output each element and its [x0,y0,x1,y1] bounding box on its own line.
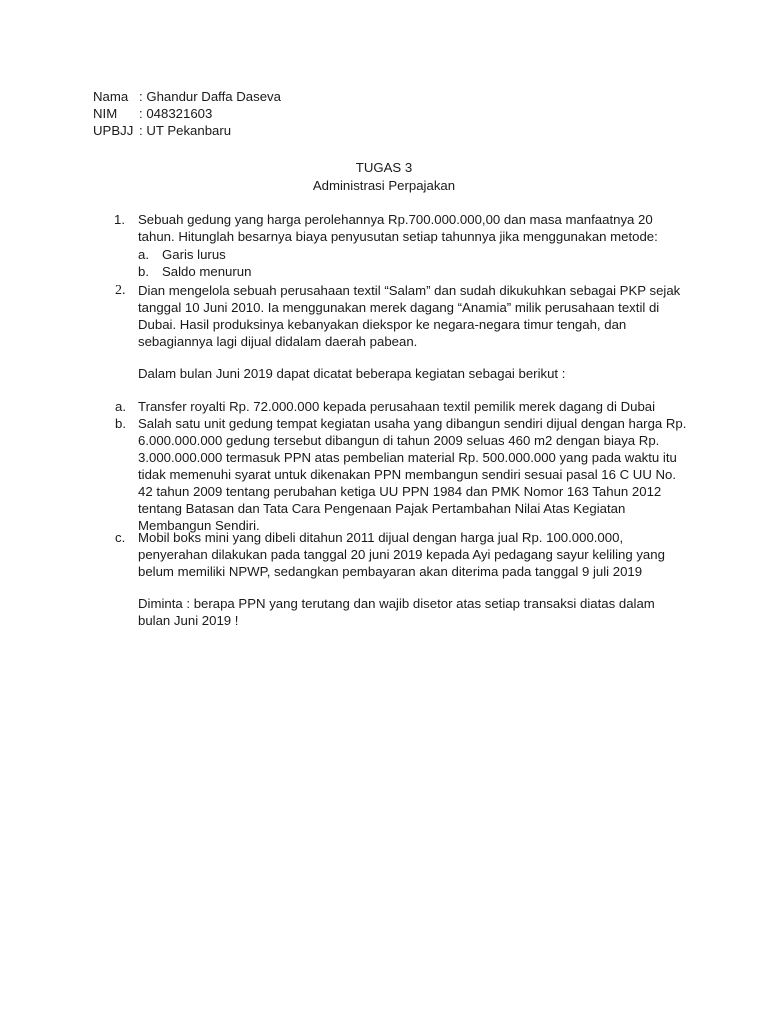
activity-line: 3.000.000.000 termasuk PPN atas pembelian material Rp. 500.000.000 yang pada waktu itu [138,450,677,465]
q1-line: tahun. Hitunglah besarnya biaya penyusutan setiap tahunnya jika menggunakan metode: [138,229,658,244]
activity-a-text [138,398,678,415]
activity-line: tidak memenuhi syarat untuk dikenakan PPN membangun sendiri sesuai pasal 16 C UU No. [138,467,677,482]
activity-line: Membangun Sendiri. [138,518,260,533]
upbjj-label: UPBJJ [93,123,134,138]
q2-intro-line: Dalam bulan Juni 2019 dapat dicatat beberapa kegiatan sebagai berikut : [138,366,566,381]
q1-option-letter: a. [138,247,149,262]
q2-line: tanggal 10 Juni 2010. Ia menggunakan merek dagang “Anamia” milik perusahaan textil di [138,300,660,315]
title-line-1: TUGAS 3 [355,160,413,175]
activity-line: tentang Batasan dan Tata Cara Pengenaan Pajak Pertambahan Nilai Atas Kegiatan [138,501,626,516]
activity-line: 42 tahun 2009 tentang perubahan ketiga UU PPN 1984 dan PMK Nomor 163 Tahun 2012 [138,484,662,499]
activity-line: belum memiliki NPWP, sedangkan pembayaran akan diterima pada tanggal 9 juli 2019 [138,564,643,579]
activity-b-text [138,415,687,534]
activity-letter: c. [115,530,126,545]
q1-option-text: Garis lurus [162,247,226,262]
q2-line: Dubai. Hasil produksinya kebanyakan diekspor ke negara-negara timur tengah, dan [138,317,627,332]
q1-number: 1. [114,212,125,227]
q1-option-text: Saldo menurun [162,264,252,279]
nama-label: Nama [93,89,129,104]
q2-number: 2. [115,283,126,298]
activity-line: penyerahan dilakukan pada tanggal 20 juni 2019 kepada Ayi pedagang sayur keliling yang [138,547,665,562]
header-nim-row [93,105,212,122]
diminta-line: bulan Juni 2019 ! [138,613,239,628]
activity-c-text [138,529,678,580]
activity-letter: b. [115,416,126,431]
nim-value: : 048321603 [139,106,213,121]
q2-line: sebagiannya lagi dijual didalam daerah pabean. [138,334,418,349]
activity-line: 6.000.000.000 gedung tersebut dibangun di tahun 2009 seluas 460 m2 dengan biaya Rp. [138,433,660,448]
q1-line: Sebuah gedung yang harga perolehannya Rp.700.000.000,00 dan masa manfaatnya 20 [138,212,653,227]
activity-line: Salah satu unit gedung tempat kegiatan usaha yang dibangun sendiri dijual dengan harga Rp. [138,416,687,431]
q1-text [138,211,678,245]
q2-text [138,282,681,350]
diminta-line: Diminta : berapa PPN yang terutang dan wajib disetor atas setiap transaksi diatas dalam [138,596,655,611]
activity-letter: a. [115,399,126,414]
header-nama-row [93,88,281,105]
diminta-text [138,595,678,629]
nim-label: NIM [93,106,118,121]
title-line-2: Administrasi Perpajakan [312,178,456,193]
q2-line: Dian mengelola sebuah perusahaan textil “Salam” dan sudah dikukuhkan sebagai PKP sejak [138,283,681,298]
nama-value: : Ghandur Daffa Daseva [139,89,281,104]
activity-line: Transfer royalti Rp. 72.000.000 kepada perusahaan textil pemilik merek dagang di Dubai [138,399,656,414]
activity-line: Mobil boks mini yang dibeli ditahun 2011 dijual dengan harga jual Rp. 100.000.000, [138,530,624,545]
q1-option-letter: b. [138,264,149,279]
header-upbjj-row [93,122,231,139]
upbjj-value: : UT Pekanbaru [139,123,232,138]
q2-intro [138,365,678,382]
